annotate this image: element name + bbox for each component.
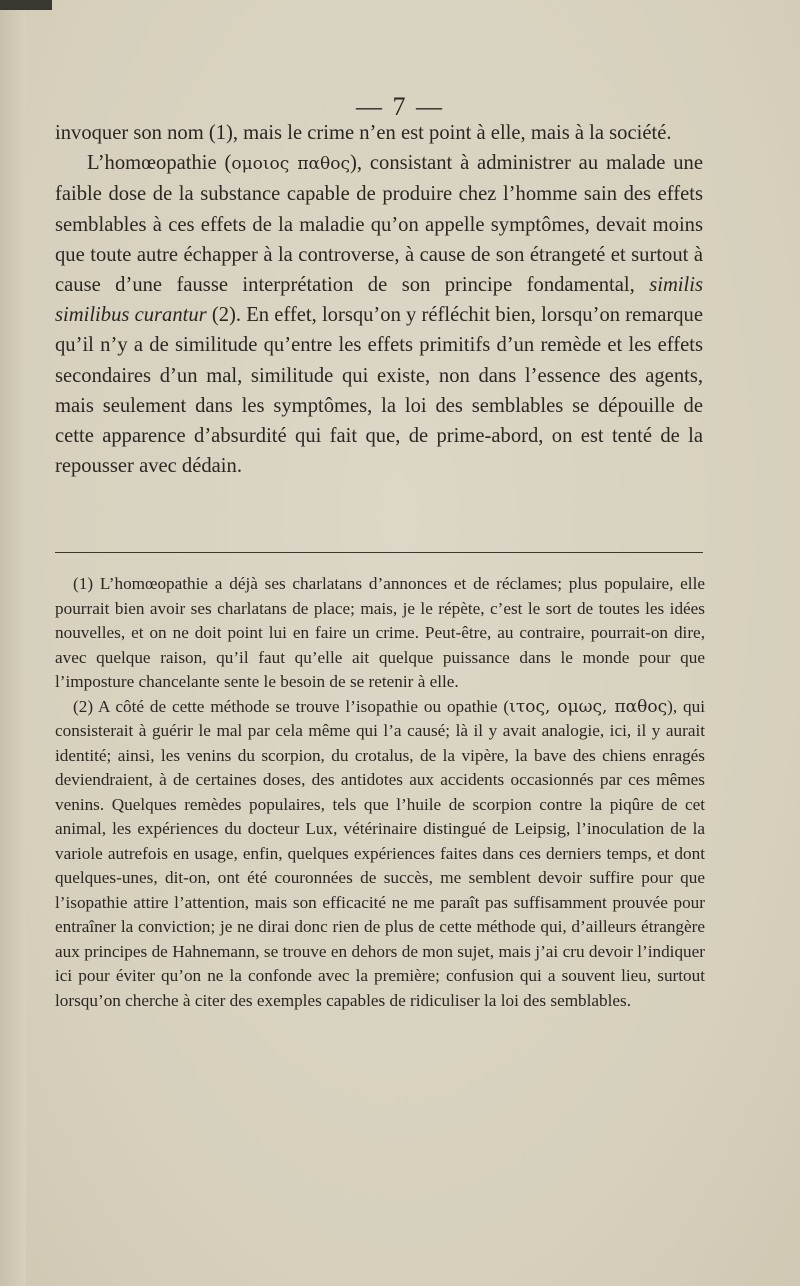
paragraph-1: invoquer son nom (1), mais le crime n’en est point à elle, mais à la société. [55, 122, 672, 144]
footnote-2 [55, 695, 705, 1014]
footnote-1: (1) L’homœopathie a déjà ses charlatans d’annonces et de réclames; plus populaire, elle pourrait bien avoir ses charlatans de place; mais, je le répète, c’est le sort de toutes les idées nouvelles, et on ne doit point lui en faire un crime. Peut-être, au contraire, pourrait-on dire, avec quelque raison, qu’il faut qu’elle ait quelque puissance dans le monde pour que l’imposture chancelante sente le besoin de se retenir à elle. [55, 574, 705, 691]
footnote-separator [55, 552, 703, 553]
footnotes [55, 572, 705, 1013]
binding-mark [0, 0, 52, 10]
latin-maxim: similis similibus curantur [55, 274, 703, 327]
paragraph-2-middle: ), consistant à administrer au malade une faible dose de la substance capable de produire chez l’homme sain des effets semblables à ces effets de la maladie qu’on appelle symptômes, devait moins que toute autre échapper à la controverse, à cause de son étrangeté et surtout à cause d’une fausse interprétation de son principe fondamental, [55, 152, 703, 297]
page-gutter [0, 0, 26, 1286]
paragraph-2-start: L’homœopathie ( [87, 152, 232, 175]
paragraph-2 [55, 148, 703, 481]
main-text [55, 118, 703, 481]
footnote-2-end: ), qui consisterait à guérir le mal par cela même qui l’a causé; là il y avait analogie, ici, il y aurait identité; ainsi, les venins du scorpion, du crotalus, de la vipère, la bave des chiens enragés deviendraient, à de certaines doses, des antidotes aux accidents occasionnés par ces mêmes venins. Quelques remèdes populaires, tels que l’huile de scorpion contre la piqûre de cet animal, les expériences du docteur Lux, vétérinaire distingué de Leipsig, l’inoculation de la variole autrefois en usage, enfin, quelques expériences faites dans ces derniers temps, et dont quelques-unes, dit-on, ont été couronnées de succès, me semblent devoir suffire pour que l’isopathie attire l’attention, mais son efficacité ne me paraît pas suffisamment prouvée pour entraîner la conviction; je ne dirai donc rien de plus de cette méthode qui, d’ailleurs étrangère aux principes de Hahnemann, se trouve en dehors de mon sujet, mais j’ai cru devoir l’indiquer ici pour éviter qu’on ne la confonde avec la première; confusion qui a souvent lieu, surtout lorsqu’on cherche à citer des exemples capables de ridiculiser la loi des semblables. [55, 696, 705, 1010]
footnote-2-start: (2) A côté de cette méthode se trouve l’isopathie ou opathie ( [73, 696, 510, 716]
footnote-2-greek: ιτος, ομως, παθος [509, 696, 668, 717]
paragraph-2-end: (2). En effet, lorsqu’on y réfléchit bien, lorsqu’on remarque qu’il n’y a de similitude qu’entre les effets primitifs d’un remède et les effets secondaires d’un mal, similitude qui existe, non dans l’essence des agents, mais seulement dans les symptômes, la loi des semblables se dépouille de cette apparence d’absurdité qui fait que, de prime-abord, on est tenté de la repousser avec dédain. [55, 304, 703, 478]
greek-etymology: ομοιος παθος [231, 154, 351, 175]
page-number: — 7 — [356, 92, 444, 121]
